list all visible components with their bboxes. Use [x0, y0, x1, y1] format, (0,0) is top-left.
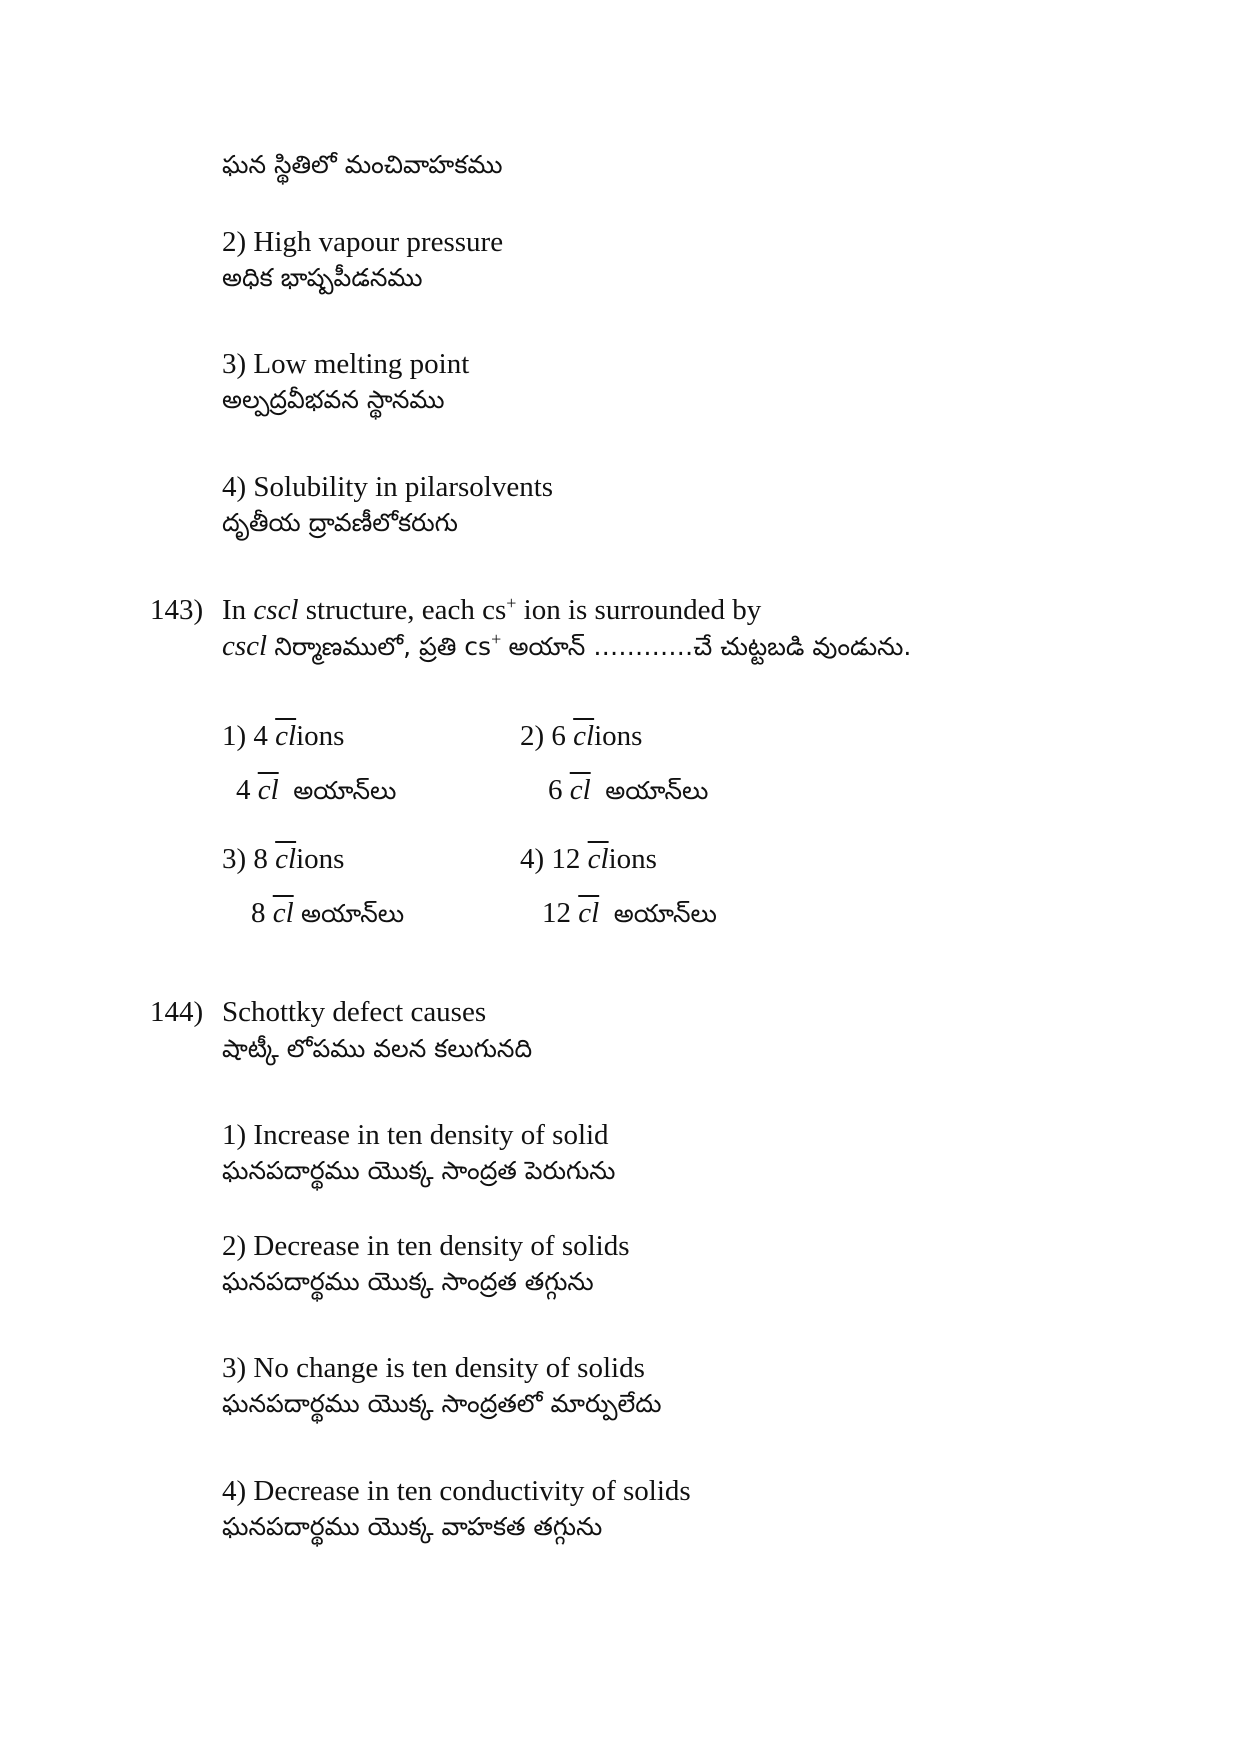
- q143-opt3-count: 3) 8: [222, 843, 268, 875]
- q144-option-2-english: 2) Decrease in ten density of solids: [222, 1230, 630, 1262]
- q144-option-4-english: 4) Decrease in ten conductivity of solids: [222, 1475, 691, 1507]
- q143-opt2-count: 2) 6: [520, 720, 566, 752]
- q143-opt1-te-count: 4: [236, 774, 251, 806]
- q143-opt3-te-ions: అయాన్‌లు: [300, 899, 405, 928]
- prev-option-3-english: 3) Low melting point: [222, 348, 470, 380]
- prev-option-4-english: 4) Solubility in pilarsolvents: [222, 471, 554, 503]
- prev-option-4-telugu: దృతీయ ద్రావణీలోకరుగు: [222, 508, 458, 537]
- q143-opt3-te-ion: $\overline{cl}$: [272, 897, 294, 929]
- q143-te-charge: +: [491, 629, 502, 649]
- q143-option-3-english: [222, 845, 344, 874]
- q144-option-2-telugu: ఘనపదార్థము యొక్క సాంద్రత తగ్గును: [222, 1267, 594, 1296]
- q143-opt1-count: 1) 4: [222, 720, 268, 752]
- question-number-144: 144): [150, 996, 204, 1028]
- question-144-english: Schottky defect causes: [222, 996, 487, 1028]
- q143-option-4-english: [520, 845, 657, 874]
- q143-opt3-te-count: 8: [251, 897, 266, 929]
- q143-option-3-telugu: [251, 899, 404, 928]
- q143-en-mid: structure, each cs: [305, 594, 507, 626]
- q143-opt2-te-ions: అయాన్‌లు: [605, 776, 709, 805]
- prev-option-3-telugu: అల్పద్రవీభవన స్థానము: [222, 385, 445, 414]
- q143-option-2-telugu: [548, 776, 708, 805]
- q143-te-formula: cscl: [222, 630, 268, 662]
- q144-option-3-english: 3) No change is ten density of solids: [222, 1352, 645, 1384]
- q143-opt1-ion: $\overline{cl}$: [275, 720, 297, 752]
- question-143-english: [222, 593, 762, 626]
- q143-opt2-ions: ions: [594, 720, 643, 752]
- prev-option-2-english: 2) High vapour pressure: [222, 226, 504, 258]
- prev-question-stem-telugu: ఘన స్థితిలో మంచివాహకము: [222, 150, 503, 179]
- q143-opt2-te-ion: $\overline{cl}$: [569, 774, 591, 806]
- q143-en-formula: cscl: [253, 594, 299, 626]
- q144-option-1-telugu: ఘనపదార్థము యొక్క సాంద్రత పెరుగును: [222, 1156, 616, 1185]
- q143-en-charge: +: [506, 593, 517, 613]
- prev-option-2-telugu: అధిక భాష్పపీడనము: [222, 263, 423, 292]
- q143-opt3-ion: $\overline{cl}$: [275, 843, 297, 875]
- q143-opt1-ions: ions: [296, 720, 345, 752]
- q143-opt2-te-count: 6: [548, 774, 563, 806]
- q143-te-mid: నిర్మాణములో, ప్రతి cs: [274, 632, 492, 661]
- q143-te-post: అయాన్ …………చే చుట్టబడి వుండును.: [508, 632, 912, 661]
- q143-opt4-ion: $\overline{cl}$: [587, 843, 609, 875]
- q143-en-post: ion is surrounded by: [523, 594, 762, 626]
- q143-opt4-count: 4) 12: [520, 843, 581, 875]
- q143-option-2-english: [520, 722, 642, 751]
- q143-option-1-telugu: [236, 776, 396, 805]
- question-number-143: 143): [150, 594, 204, 626]
- q143-opt4-ions: ions: [608, 843, 657, 875]
- q143-option-1-english: [222, 722, 344, 751]
- q143-opt3-ions: ions: [296, 843, 345, 875]
- q143-opt1-te-ion: $\overline{cl}$: [257, 774, 279, 806]
- q143-en-pre: In: [222, 594, 247, 626]
- q144-option-4-telugu: ఘనపదార్థము యొక్క వాహకత తగ్గును: [222, 1512, 603, 1541]
- q143-opt2-ion: $\overline{cl}$: [573, 720, 595, 752]
- q144-option-3-telugu: ఘనపదార్థము యొక్క సాంద్రతలో మార్పులేదు: [222, 1389, 662, 1418]
- question-143-telugu: [222, 629, 912, 662]
- question-144-telugu: షాట్కీ లోపము వలన కలుగునది: [222, 1034, 533, 1063]
- q143-opt4-te-ion: $\overline{cl}$: [578, 897, 600, 929]
- q143-option-4-telugu: [542, 899, 717, 928]
- q143-opt4-te-ions: అయాన్‌లు: [613, 899, 717, 928]
- q144-option-1-english: 1) Increase in ten density of solid: [222, 1119, 609, 1151]
- q143-opt4-te-count: 12: [542, 897, 571, 929]
- q143-opt1-te-ions: అయాన్‌లు: [293, 776, 397, 805]
